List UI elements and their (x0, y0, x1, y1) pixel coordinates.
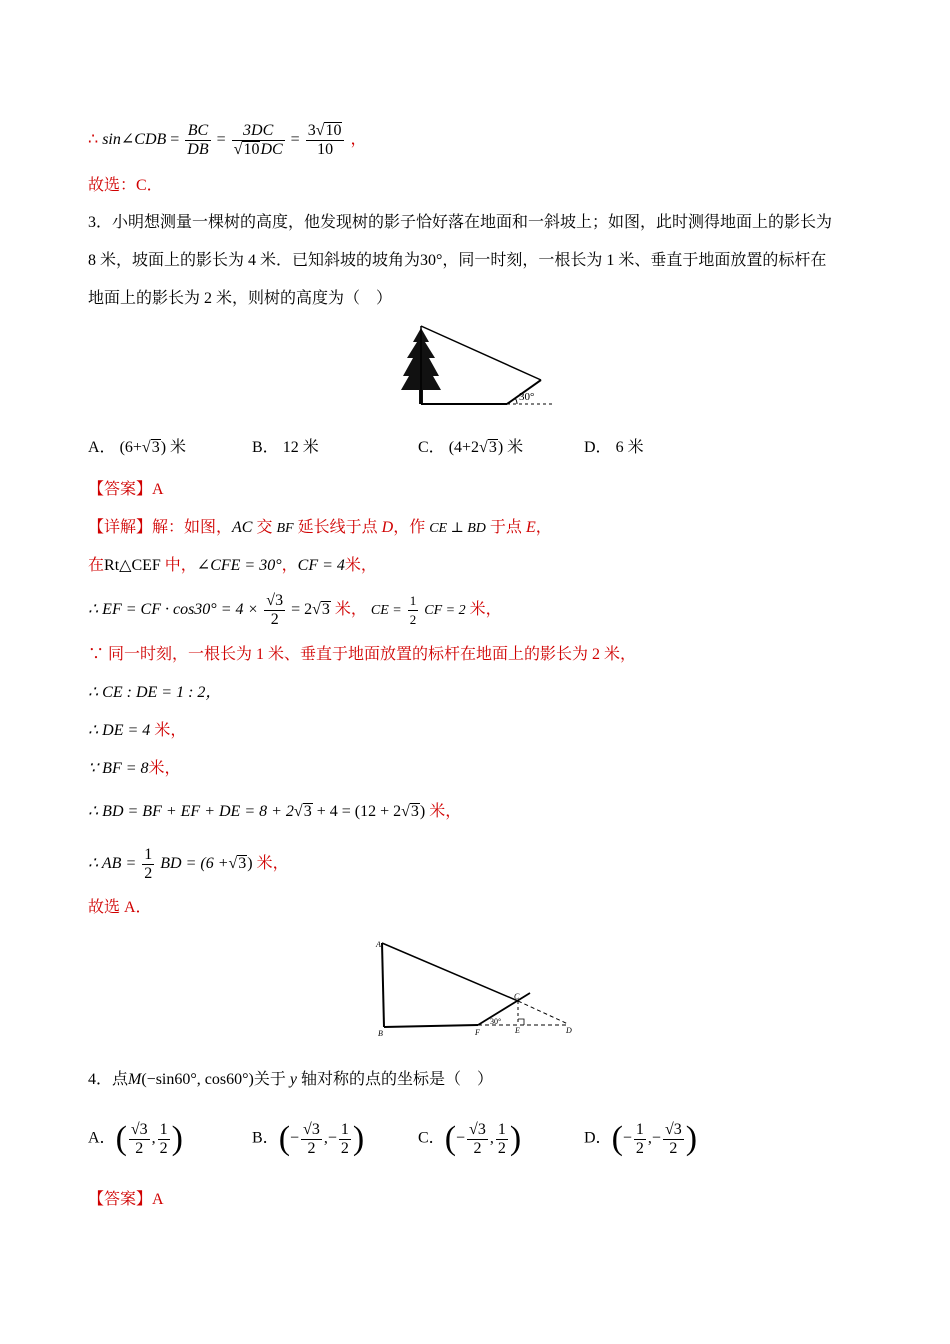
step-unit: 米， (256, 855, 289, 873)
sign: − (290, 1129, 300, 1147)
q3-option-a[interactable]: A． (6+√3) 米 (88, 439, 187, 456)
answer-value: A (152, 481, 164, 498)
q4-option-b[interactable]: B．(− $\frac{√3}{2}$ ,− $\frac{1}{2}$ ) (252, 1120, 365, 1157)
denominator: 2 (135, 1139, 144, 1157)
coefficient: 3 (307, 122, 316, 139)
denominator: 2 (144, 865, 153, 882)
q3-option-d[interactable] (584, 434, 644, 457)
math-bd: BD = (6 + (160, 855, 229, 873)
option-paren: ) (160, 439, 167, 456)
q4-answer (88, 1190, 164, 1210)
q3-text-line-3: 地面上的影长为 2 米，则树的高度为（ ） (88, 290, 393, 307)
fraction-1-over-2 (142, 846, 154, 883)
option-paren: ) (497, 439, 504, 456)
step-text: ， (281, 557, 298, 574)
geometry-figure (370, 935, 580, 1040)
math-d: D (381, 519, 394, 536)
radicand: 10 (243, 141, 260, 158)
q4-option-d[interactable]: D．(− $\frac{1}{2}$ ,− $\frac{√3}{2}$ ) (584, 1120, 698, 1157)
numerator: √3 (303, 1120, 320, 1138)
solution-step-6 (88, 759, 181, 779)
math-bd-mid: + 4 = (12 + 2 (312, 803, 402, 820)
step-unit: 米， (344, 557, 377, 574)
step-unit: 米， (150, 722, 187, 739)
denominator: 2 (669, 1139, 678, 1157)
math-paren: ) (247, 855, 253, 873)
equals-sign: = (216, 131, 226, 149)
solution-step-1 (88, 556, 377, 576)
point-f-label: F (475, 1028, 480, 1037)
math-coord: (−sin60°, cos60°) (141, 1071, 254, 1088)
denominator: 2 (497, 1139, 506, 1157)
detail-text: ，作 (393, 519, 430, 536)
detail-text: 解：如图， (152, 519, 233, 536)
q4-text-post: 轴对称的点的坐标是（ ） (296, 1071, 493, 1088)
step-unit: 米， (334, 601, 367, 619)
detail-text: ， (535, 519, 552, 536)
option-expr: (6+ (119, 439, 142, 456)
choose-a: 故选 A． (88, 899, 152, 916)
step-unit: 米， (148, 760, 181, 777)
numerator: 1 (144, 846, 153, 863)
option-label: D． (584, 1129, 612, 1147)
comma: ， (350, 131, 367, 149)
point-b-label: B (378, 1029, 383, 1038)
fraction-3dc (232, 122, 285, 159)
numerator: √3 (664, 1120, 682, 1138)
q3-text-line-1: 3．小明想测量一棵树的高度，他发现树的影子恰好落在地面和一斜坡上；如图，此时测得地面上的影长为 (88, 214, 833, 231)
solution-step-3: ∵ 同一时刻，一根长为 1 米、垂直于地面放置的标杆在地面上的影长为 2 米， (88, 646, 637, 663)
numerator: 1 (159, 1120, 168, 1138)
point-c-label: C (514, 992, 520, 1001)
radicand: 3 (151, 439, 160, 456)
math-angle: ∠CFE = 30° (196, 557, 282, 574)
step-unit: 米， (469, 601, 502, 619)
solution-step-5 (88, 721, 186, 741)
sin-expression: sin∠CDB (102, 131, 167, 149)
q4-option-c[interactable]: C．(− $\frac{√3}{2}$ , $\frac{1}{2}$ ) (418, 1120, 522, 1157)
step-text: 在 (88, 557, 105, 574)
math-cf: CF = 2 (424, 603, 466, 619)
fraction-result (306, 122, 345, 159)
q3-text-line-2: 8 米，坡面上的影长为 4 米．已知斜坡的坡角为30°，同一时刻，一根长为 1 米、垂直于地面放置的标杆在 (88, 252, 827, 269)
sin-cdb-line (88, 122, 367, 159)
answer-value: A (152, 1191, 164, 1208)
option-label: A． (88, 439, 116, 456)
denominator: DB (187, 141, 209, 158)
denominator: 2 (409, 612, 417, 627)
math-bf: BF (276, 521, 294, 536)
tree-shadow-figure (395, 320, 555, 410)
denominator-rest: DC (260, 141, 283, 158)
numerator: 1 (497, 1120, 506, 1138)
math-paren: ) (419, 803, 426, 820)
math-bd: ∴ BD = BF + EF + DE = 8 + 2 (88, 803, 294, 820)
math-bf: ∵ BF = 8 (88, 760, 149, 777)
denominator: 2 (635, 1139, 644, 1157)
sign: − (622, 1129, 632, 1147)
option-unit: 米 (170, 439, 187, 456)
choose-c: 故选：C． (88, 177, 163, 194)
denominator: 2 (340, 1139, 349, 1157)
therefore-symbol: ∴ (88, 131, 99, 149)
math-m: M (128, 1071, 142, 1088)
answer-tag: 【答案】 (88, 1191, 153, 1208)
math-ce: CE = (370, 603, 402, 619)
q4-prefix: 4．点 (88, 1071, 129, 1088)
math-y: y (289, 1071, 297, 1088)
math-cf: CF = 4 (297, 557, 345, 574)
math-triangle: Rt△CEF (104, 557, 161, 574)
radicand: 3 (321, 601, 330, 619)
option-text: 6 米 (615, 439, 644, 456)
denominator: 10 (317, 141, 334, 158)
step-unit: 米， (429, 803, 462, 820)
point-d-label: D (566, 1026, 572, 1035)
numerator: √3 (266, 592, 284, 609)
numerator: 1 (635, 1120, 644, 1138)
math-e: E (525, 519, 536, 536)
solution-step-2: ∴ EF = CF · cos30° = 4 × $\frac{√3}{2}$ = 2√3 米， CE = $\frac{1}{2}$ CF = 2 米， (88, 592, 502, 628)
numerator: √3 (469, 1120, 486, 1138)
detail-text: 延长线于点 (293, 519, 382, 536)
q4-text-mid: 关于 (253, 1071, 290, 1088)
option-label: C． (418, 1129, 445, 1147)
answer-tag: 【答案】 (88, 481, 153, 498)
option-unit: 米 (507, 439, 524, 456)
angle-label: 30° (519, 391, 535, 403)
step-text: 中， (160, 557, 197, 574)
math-de: ∴ DE = 4 (88, 722, 151, 739)
denominator: 2 (270, 611, 279, 628)
point-a-label: A (376, 940, 381, 949)
option-expr: (4+2 (448, 439, 480, 456)
numerator: BC (185, 122, 210, 141)
angle-label: 30° (490, 1017, 502, 1026)
math-ratio: ∴ CE : DE = 1 : 2， (88, 684, 222, 701)
q4-option-a[interactable]: A．( $\frac{√3}{2}$ , $\frac{1}{2}$ ) (88, 1120, 183, 1157)
radicand: 3 (238, 855, 247, 873)
numerator: 1 (408, 592, 419, 611)
numerator: √3 (130, 1120, 148, 1138)
point-e-label: E (515, 1026, 520, 1035)
detail-text: 于点 (485, 519, 526, 536)
detail-tag: 【详解】 (88, 519, 153, 536)
q3-detail (88, 518, 552, 539)
option-label: D． (584, 439, 612, 456)
q3-answer (88, 480, 164, 500)
q3-option-b[interactable] (252, 434, 319, 457)
numerator: 1 (340, 1120, 349, 1138)
sign: − (327, 1129, 337, 1147)
numerator: 3DC (232, 122, 285, 141)
fraction-1-over-2 (408, 592, 419, 629)
option-label: C． (418, 439, 445, 456)
option-label: B． (252, 439, 279, 456)
math-ac: AC (232, 519, 253, 536)
sign: − (456, 1129, 466, 1147)
equals-sign: = (170, 131, 180, 149)
solution-step-8: ∴ AB = $\frac{1}{2}$ BD = (6 +√3) 米， (88, 846, 289, 882)
option-text: 12 米 (282, 439, 319, 456)
math-ce-perp-bd: CE ⊥ BD (429, 521, 486, 536)
fraction-bc-db (185, 122, 210, 159)
radicand: 3 (410, 803, 419, 820)
option-label: A． (88, 1129, 116, 1147)
numerator: 3√10 (306, 122, 345, 141)
denominator: 2 (307, 1139, 316, 1157)
q3-option-c[interactable]: C． (4+2√3) 米 (418, 439, 524, 456)
q4-text (88, 1070, 493, 1090)
math-result: = 2 (291, 601, 313, 619)
radicand: 3 (488, 439, 497, 456)
detail-text: 交 (252, 519, 277, 536)
sign: − (651, 1129, 661, 1147)
solution-step-4 (88, 683, 221, 703)
radicand: 10 (325, 122, 342, 139)
math-ef: ∴ EF = CF · cos30° = 4 × (88, 601, 259, 619)
solution-step-7: ∴ BD = BF + EF + DE = 8 + 2√3 + 4 = (12 + 2√3) 米， (88, 803, 462, 820)
option-label: B． (252, 1129, 279, 1147)
denominator: 2 (159, 1139, 168, 1157)
math-ab: ∴ AB = (88, 855, 137, 873)
denominator: √10DC (233, 141, 283, 158)
fraction-sqrt3-over-2 (264, 592, 285, 629)
radicand: 3 (303, 803, 312, 820)
denominator: 2 (473, 1139, 482, 1157)
equals-sign: = (290, 131, 300, 149)
